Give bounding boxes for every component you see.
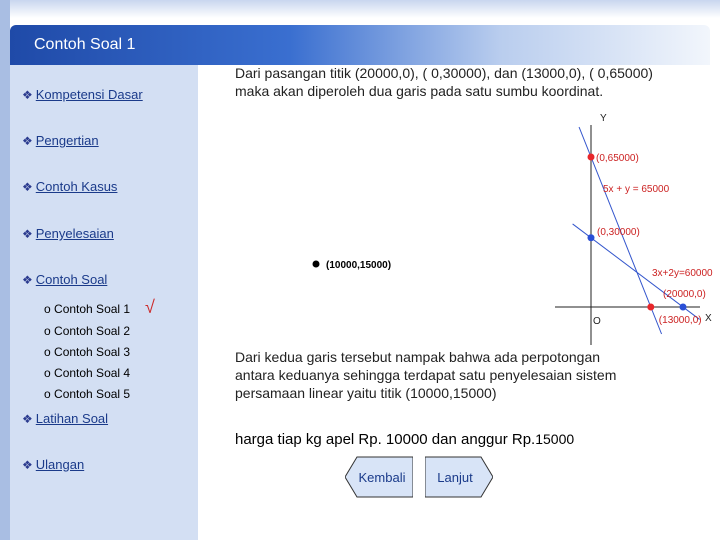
data-point-4 xyxy=(647,304,654,311)
data-point-label-2: (0,30000) xyxy=(597,226,640,238)
page-title: Contoh Soal 1 xyxy=(34,36,136,53)
answer-suffix: 15000 xyxy=(535,431,575,447)
sidebar-item-label: Ulangan xyxy=(35,457,85,472)
sidebar-item-label: Pengertian xyxy=(35,133,99,148)
sub-item-label: Contoh Soal 5 xyxy=(54,387,131,401)
sidebar-item-label: Penyelesaian xyxy=(35,226,114,241)
checkmark-icon: √ xyxy=(145,297,155,317)
sub-item-label: Contoh Soal 2 xyxy=(54,324,131,338)
series-label-2: 3x+2y=60000 xyxy=(652,268,713,279)
sidebar-item-label: Latihan Soal xyxy=(35,411,109,426)
sub-item-label: Contoh Soal 3 xyxy=(54,345,131,359)
diamond-bullet-icon: ❖ xyxy=(22,180,33,194)
intro-text: Dari pasangan titik (20000,0), ( 0,30000), dan (13000,0), ( 0,65000) maka akan diperoleh dua garis pada satu sumbu koordinat. xyxy=(235,65,653,99)
data-point-5 xyxy=(313,261,320,268)
sub-item-label: Contoh Soal 1 xyxy=(54,302,131,316)
diamond-bullet-icon: ❖ xyxy=(22,134,33,148)
data-point-label-5: (10000,15000) xyxy=(326,260,392,271)
y-axis-label: Y xyxy=(600,113,607,124)
circle-bullet-icon: o xyxy=(44,345,51,359)
series-label-1: 5x + y = 65000 xyxy=(603,184,670,195)
sub-item-label: Contoh Soal 4 xyxy=(54,366,131,380)
sidebar-item-label: Contoh Kasus xyxy=(35,179,118,194)
answer-prefix: harga tiap kg apel Rp. 10000 dan anggur Rp. xyxy=(235,431,536,448)
data-point-label-3: (20000,0) xyxy=(663,289,706,300)
back-button[interactable]: Kembali xyxy=(358,469,406,485)
sidebar-item-label: Contoh Soal xyxy=(35,272,108,287)
data-point-3 xyxy=(680,304,687,311)
diamond-bullet-icon: ❖ xyxy=(22,88,33,102)
data-point-2 xyxy=(588,234,595,241)
diamond-bullet-icon: ❖ xyxy=(22,227,33,241)
data-point-label-1: (0,65000) xyxy=(596,153,639,164)
x-axis-label: X xyxy=(705,313,712,324)
diamond-bullet-icon: ❖ xyxy=(22,273,33,287)
origin-label: O xyxy=(593,316,601,327)
data-point-label-4: (13000,0) xyxy=(658,315,702,326)
next-button[interactable]: Lanjut xyxy=(437,469,473,485)
data-point-1 xyxy=(588,154,595,161)
sidebar-item-label: Kompetensi Dasar xyxy=(35,87,143,102)
answer-text xyxy=(235,431,574,448)
circle-bullet-icon: o xyxy=(44,366,51,380)
diamond-bullet-icon: ❖ xyxy=(22,458,33,472)
circle-bullet-icon: o xyxy=(44,324,51,338)
conclusion-text: Dari kedua garis tersebut nampak bahwa ada perpotongan antara keduanya sehingga terdapat satu penyelesaian sistem persamaan linear yaitu titik (10000,15000) xyxy=(235,349,617,401)
circle-bullet-icon: o xyxy=(44,387,51,401)
circle-bullet-icon: o xyxy=(44,302,51,316)
diamond-bullet-icon: ❖ xyxy=(22,412,33,426)
